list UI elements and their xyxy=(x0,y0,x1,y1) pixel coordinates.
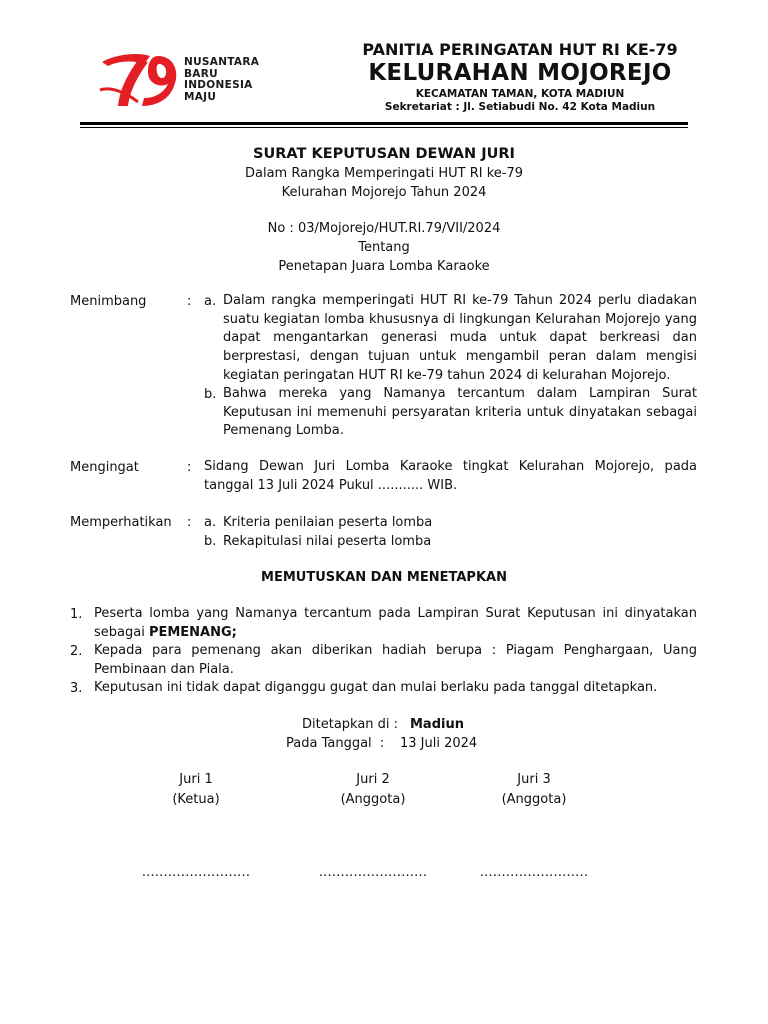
logo-tagline xyxy=(184,57,259,103)
decision-item-number: 1. xyxy=(70,607,83,622)
menimbang-b-marker: b. xyxy=(204,387,217,402)
judge-1-signature-line: ......................... xyxy=(141,865,251,880)
logo-line: INDONESIA xyxy=(184,79,253,91)
mengingat-colon: : xyxy=(187,460,192,475)
document-subject: Penetapan Juara Lomba Karaoke xyxy=(278,259,490,274)
header-divider-thin xyxy=(80,127,688,128)
place-value: Madiun xyxy=(410,717,464,732)
decision-item-number: 2. xyxy=(70,644,83,659)
header-address: Sekretariat : Jl. Setiabudi No. 42 Kota Madiun xyxy=(384,101,656,113)
menimbang-label: Menimbang xyxy=(70,294,147,309)
document-about: Tentang xyxy=(358,240,410,255)
judge-3-role: (Anggota) xyxy=(501,792,567,807)
menimbang-colon: : xyxy=(187,294,192,309)
logo-79-icon xyxy=(98,50,180,110)
logo-line: NUSANTARA xyxy=(184,56,260,68)
judge-1-role: (Ketua) xyxy=(172,792,220,807)
header-district: KECAMATAN TAMAN, KOTA MADIUN xyxy=(415,88,625,100)
memperhatikan-a-text: Kriteria penilaian peserta lomba xyxy=(223,515,433,530)
decision-item-2: Kepada para pemenang akan diberikan hadiah berupa : Piagam Penghargaan, Uang Pembinaan dan Piala. xyxy=(94,643,697,677)
document-subtitle-1: Dalam Rangka Memperingati HUT RI ke-79 xyxy=(245,166,523,181)
decision-item-number: 3. xyxy=(70,681,83,696)
decision-item-emphasis: PEMENANG; xyxy=(148,624,237,640)
logo-line: MAJU xyxy=(184,90,217,103)
date-label: Pada Tanggal : xyxy=(286,736,385,751)
judge-2-title: Juri 2 xyxy=(356,772,390,787)
judge-2-signature-line: ......................... xyxy=(318,865,428,880)
decision-heading: MEMUTUSKAN DAN MENETAPKAN xyxy=(261,570,507,585)
logo-line: BARU xyxy=(184,67,218,80)
memperhatikan-b-text: Rekapitulasi nilai peserta lomba xyxy=(223,534,432,549)
memperhatikan-colon: : xyxy=(187,515,192,530)
decision-item-text: Peserta lomba yang Namanya tercantum pada Lampiran Surat Keputusan ini dinyatakan sebagai xyxy=(94,606,697,640)
document-title: SURAT KEPUTUSAN DEWAN JURI xyxy=(253,146,515,162)
header-divider-thick xyxy=(80,122,688,125)
menimbang-a-text: Dalam rangka memperingati HUT RI ke-79 Tahun 2024 perlu diadakan suatu kegiatan lomba khususnya di lingkungan Kelurahan Mojorejo yang dapat mengantarkan generasi muda untuk dapat berkreasi dan berprestasi, dengan tujuan untuk mengambil peran dalam mengisi kegiatan peringatan HUT RI ke-79 tahun 2024 di kelurahan Mojorejo. xyxy=(223,293,697,383)
hut-ri-79-logo xyxy=(98,50,180,110)
mengingat-text: Sidang Dewan Juri Lomba Karaoke tingkat Kelurahan Mojorejo, pada tanggal 13 Juli 2024 Pukul ........... WIB. xyxy=(204,459,697,493)
memperhatikan-label: Memperhatikan xyxy=(70,515,172,530)
menimbang-b-text: Bahwa mereka yang Namanya tercantum dalam Lampiran Surat Keputusan ini memenuhi persyaratan kriteria untuk dinyatakan sebagai Pemenang Lomba. xyxy=(223,386,697,439)
menimbang-a-marker: a. xyxy=(204,294,217,309)
place-label: Ditetapkan di : xyxy=(302,717,399,732)
decision-item-1 xyxy=(94,605,697,642)
header-village: KELURAHAN MOJOREJO xyxy=(368,60,672,86)
memperhatikan-b-marker: b. xyxy=(204,534,217,549)
memperhatikan-a-marker: a. xyxy=(204,515,217,530)
decision-item-3: Keputusan ini tidak dapat diganggu gugat dan mulai berlaku pada tanggal ditetapkan. xyxy=(94,680,658,695)
mengingat-label: Mengingat xyxy=(70,460,139,475)
header-committee: PANITIA PERINGATAN HUT RI KE-79 xyxy=(362,40,678,59)
document-subtitle-2: Kelurahan Mojorejo Tahun 2024 xyxy=(281,185,487,200)
judge-2-role: (Anggota) xyxy=(340,792,406,807)
date-value: 13 Juli 2024 xyxy=(400,736,478,751)
judge-1-title: Juri 1 xyxy=(179,772,213,787)
judge-3-title: Juri 3 xyxy=(517,772,551,787)
document-number: No : 03/Mojorejo/HUT.RI.79/VII/2024 xyxy=(267,221,501,236)
judge-3-signature-line: ......................... xyxy=(479,865,589,880)
